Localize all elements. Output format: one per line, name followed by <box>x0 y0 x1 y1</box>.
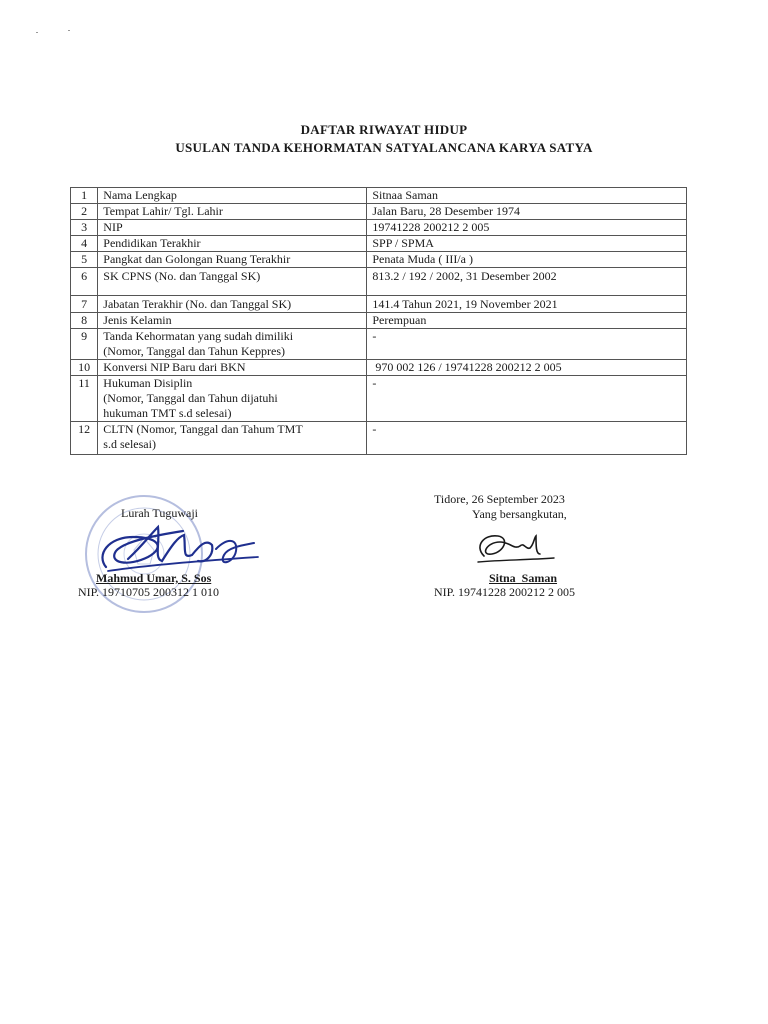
table-row <box>71 220 687 236</box>
row-value: Jalan Baru, 28 Desember 1974 <box>367 204 687 220</box>
row-value: Sitnaa Saman <box>367 188 687 204</box>
row-number: 2 <box>71 204 98 220</box>
table-row <box>71 422 687 455</box>
row-value: - <box>367 376 687 422</box>
title-line-1: DAFTAR RIWAYAT HIDUP <box>300 122 468 137</box>
row-number: 12 <box>71 422 98 455</box>
scan-speck <box>68 30 70 31</box>
row-label: SK CPNS (No. dan Tanggal SK) <box>98 268 367 296</box>
table-row <box>71 329 687 360</box>
row-value: SPP / SPMA <box>367 236 687 252</box>
row-label <box>98 422 367 455</box>
title-line-2: USULAN TANDA KEHORMATAN SATYALANCANA KARYA SATYA <box>175 140 593 155</box>
row-value: 141.4 Tahun 2021, 19 November 2021 <box>367 296 687 313</box>
signatory-role-right: Yang bersangkutan, <box>472 507 567 521</box>
row-number: 4 <box>71 236 98 252</box>
row-label <box>98 329 367 360</box>
row-label: Jenis Kelamin <box>98 313 367 329</box>
table-row <box>71 376 687 422</box>
table-row <box>71 204 687 220</box>
row-number: 5 <box>71 252 98 268</box>
table-row <box>71 236 687 252</box>
row-value: 970 002 126 / 19741228 200212 2 005 <box>367 360 687 376</box>
row-label: Tempat Lahir/ Tgl. Lahir <box>98 204 367 220</box>
riwayat-table <box>70 187 687 455</box>
row-label: Pendidikan Terakhir <box>98 236 367 252</box>
place-date: Tidore, 26 September 2023 <box>434 492 565 506</box>
row-value: - <box>367 422 687 455</box>
table-row <box>71 268 687 296</box>
row-number: 6 <box>71 268 98 296</box>
row-label-line: s.d selesai) <box>103 437 156 451</box>
row-label: NIP <box>98 220 367 236</box>
row-label: Konversi NIP Baru dari BKN <box>98 360 367 376</box>
row-number: 3 <box>71 220 98 236</box>
signature-right-icon <box>470 528 560 570</box>
row-number: 1 <box>71 188 98 204</box>
table-row <box>71 252 687 268</box>
signatory-nip-left: NIP. 19710705 200312 1 010 <box>78 585 220 599</box>
row-label-line: CLTN (Nomor, Tanggal dan Tahum TMT <box>103 422 303 436</box>
scan-speck <box>36 32 38 33</box>
row-label-line: hukuman TMT s.d selesai) <box>103 406 232 420</box>
row-value: - <box>367 329 687 360</box>
signatory-position-left: Lurah Tuguwaji <box>121 506 199 520</box>
row-label-line: Tanda Kehormatan yang sudah dimiliki <box>103 329 294 343</box>
document-title <box>0 121 768 157</box>
table-row <box>71 296 687 313</box>
row-number: 10 <box>71 360 98 376</box>
row-label <box>98 376 367 422</box>
row-value: 19741228 200212 2 005 <box>367 220 687 236</box>
row-number: 11 <box>71 376 98 422</box>
row-value: 813.2 / 192 / 2002, 31 Desember 2002 <box>367 268 687 296</box>
row-value: Penata Muda ( III/a ) <box>367 252 687 268</box>
row-number: 7 <box>71 296 98 313</box>
row-label-line: Hukuman Disiplin <box>103 376 193 390</box>
row-label-line: (Nomor, Tanggal dan Tahun Keppres) <box>103 344 285 358</box>
row-value: Perempuan <box>367 313 687 329</box>
row-number: 9 <box>71 329 98 360</box>
table-row <box>71 313 687 329</box>
signatory-name-right: Sitna Saman <box>489 571 558 585</box>
row-label: Pangkat dan Golongan Ruang Terakhir <box>98 252 367 268</box>
table-row <box>71 188 687 204</box>
row-label: Jabatan Terakhir (No. dan Tanggal SK) <box>98 296 367 313</box>
row-label: Nama Lengkap <box>98 188 367 204</box>
row-number: 8 <box>71 313 98 329</box>
table-row <box>71 360 687 376</box>
signatory-name-left: Mahmud Umar, S. Sos <box>96 571 212 585</box>
row-label-line: (Nomor, Tanggal dan Tahun dijatuhi <box>103 391 278 405</box>
signatory-nip-right: NIP. 19741228 200212 2 005 <box>434 585 576 599</box>
